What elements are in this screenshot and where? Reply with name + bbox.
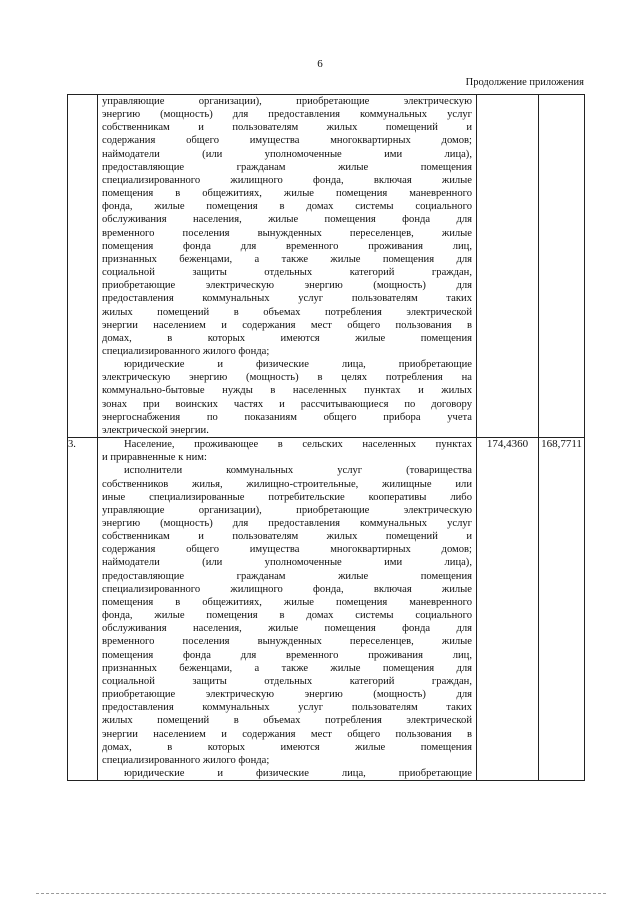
value-cell: 168,7711 bbox=[539, 438, 585, 781]
value-cell: 174,4360 bbox=[477, 438, 539, 781]
value-cell bbox=[539, 95, 585, 438]
paragraph-line: признанных беженцами, а также жилые помещения для bbox=[102, 662, 472, 674]
paragraph bbox=[98, 464, 476, 767]
paragraph-line: приобретающие электрическую энергию (мощность) для bbox=[102, 689, 472, 701]
paragraph-line: специализированного жилищного фонда, включая жилые bbox=[102, 174, 472, 186]
paragraph-line: специализированного жилого фонда; bbox=[102, 345, 270, 357]
row-number-cell bbox=[68, 95, 98, 438]
paragraph-line: управляющие организации), приобретающие электрическую bbox=[102, 504, 472, 516]
tariff-table bbox=[67, 94, 585, 781]
description-cell bbox=[98, 95, 477, 438]
paragraph-line: временного поселения вынужденных переселенцев, жилые bbox=[102, 636, 472, 648]
paragraph-line: предоставляющие гражданам жилые помещения bbox=[102, 161, 472, 173]
table-row bbox=[68, 438, 585, 781]
paragraph-line: социальной защиты отдельных категорий граждан, bbox=[102, 675, 472, 687]
paragraph-line: приобретающие электрическую энергию (мощность) для bbox=[102, 280, 472, 292]
paragraph-line: помещения фонда для временного проживания лиц, bbox=[102, 649, 472, 661]
paragraph-line: содержания общего имущества многоквартирных домов; bbox=[102, 544, 472, 556]
paragraph-line: содержания общего имущества многоквартирных домов; bbox=[102, 135, 472, 147]
paragraph-line: помещения в общежитиях, жилые помещения маневренного bbox=[102, 188, 472, 200]
page-number: 6 bbox=[317, 58, 323, 70]
paragraph bbox=[98, 358, 476, 437]
paragraph-line: коммунально-бытовые нужды в населенных пунктах и жилых bbox=[102, 385, 472, 397]
paragraph-line: наймодатели (или уполномоченные ими лица), bbox=[102, 148, 472, 160]
paragraph-line: электрическую энергию (мощность) в целях потребления на bbox=[102, 372, 472, 384]
paragraph-line: социальной защиты отдельных категорий граждан, bbox=[102, 267, 472, 279]
paragraph-line: юридические и физические лица, приобретающие bbox=[124, 767, 472, 779]
paragraph-line: собственников жилья, жилищно-строительные, жилищные или bbox=[102, 478, 472, 490]
paragraph-line: домах, в которых имеются жилые помещения bbox=[102, 332, 472, 344]
paragraph-line: предоставления коммунальных услуг пользователям таких bbox=[102, 293, 472, 305]
paragraph-line: энергии населением и содержания мест общего пользования в bbox=[102, 319, 472, 331]
paragraph-line: жилых помещений в объемах потребления электрической bbox=[102, 306, 472, 318]
value-cell bbox=[477, 95, 539, 438]
paragraph-line: собственникам и пользователям жилых помещений и bbox=[102, 531, 472, 543]
paragraph-line: временного поселения вынужденных переселенцев, жилые bbox=[102, 227, 472, 239]
table-row bbox=[68, 95, 585, 438]
paragraph-line: энергии населением и содержания мест общего пользования в bbox=[102, 728, 472, 740]
paragraph-line: и приравненные к ним: bbox=[102, 452, 207, 464]
paragraph-line: предоставления коммунальных услуг пользователям таких bbox=[102, 702, 472, 714]
paragraph-line: обслуживания населения, жилые помещения фонда для bbox=[102, 214, 472, 226]
paragraph-line: жилых помещений в объемах потребления электрической bbox=[102, 715, 472, 727]
paragraph-line: предоставляющие гражданам жилые помещения bbox=[102, 570, 472, 582]
paragraph-line: юридические и физические лица, приобретающие bbox=[124, 359, 472, 371]
paragraph-line: наймодатели (или уполномоченные ими лица), bbox=[102, 557, 472, 569]
paragraph-line: фонда, жилые помещения в домах системы социального bbox=[102, 610, 472, 622]
paragraph-line: управляющие организации), приобретающие электрическую bbox=[102, 96, 472, 107]
paragraph-line: фонда, жилые помещения в домах системы социального bbox=[102, 201, 472, 213]
paragraph-line: энергоснабжения по показаниям общего прибора учета bbox=[102, 411, 472, 423]
paragraph-line: собственникам и пользователям жилых помещений и bbox=[102, 122, 472, 134]
paragraph-line: энергию (мощность) для предоставления коммунальных услуг bbox=[102, 518, 472, 529]
paragraph bbox=[98, 95, 476, 358]
paragraph-line: специализированного жилого фонда; bbox=[102, 754, 270, 766]
paragraph-line: домах, в которых имеются жилые помещения bbox=[102, 741, 472, 753]
paragraph-line: иные специализированные потребительские кооперативы либо bbox=[102, 491, 472, 503]
paragraph-line: электрической энергии. bbox=[102, 424, 209, 436]
paragraph-line: признанных беженцами, а также жилые помещения для bbox=[102, 253, 472, 265]
paragraph-line: зонах при воинских частях и рассчитывающиеся по договору bbox=[102, 398, 472, 410]
paragraph-line: специализированного жилищного фонда, включая жилые bbox=[102, 583, 472, 595]
paragraph-line: помещения фонда для временного проживания лиц, bbox=[102, 240, 472, 252]
row-number-cell: 3. bbox=[68, 438, 98, 781]
paragraph-line: энергию (мощность) для предоставления коммунальных услуг bbox=[102, 109, 472, 121]
description-cell bbox=[98, 438, 477, 781]
page-edge-line bbox=[36, 893, 606, 894]
paragraph-line: обслуживания населения, жилые помещения фонда для bbox=[102, 623, 472, 635]
continuation-label: Продолжение приложения bbox=[465, 77, 584, 88]
paragraph bbox=[98, 438, 476, 464]
paragraph-line: Население, проживающее в сельских населенных пунктах bbox=[124, 439, 472, 451]
paragraph-line: помещения в общежитиях, жилые помещения маневренного bbox=[102, 596, 472, 608]
paragraph-line: исполнители коммунальных услуг (товарищества bbox=[124, 465, 472, 477]
